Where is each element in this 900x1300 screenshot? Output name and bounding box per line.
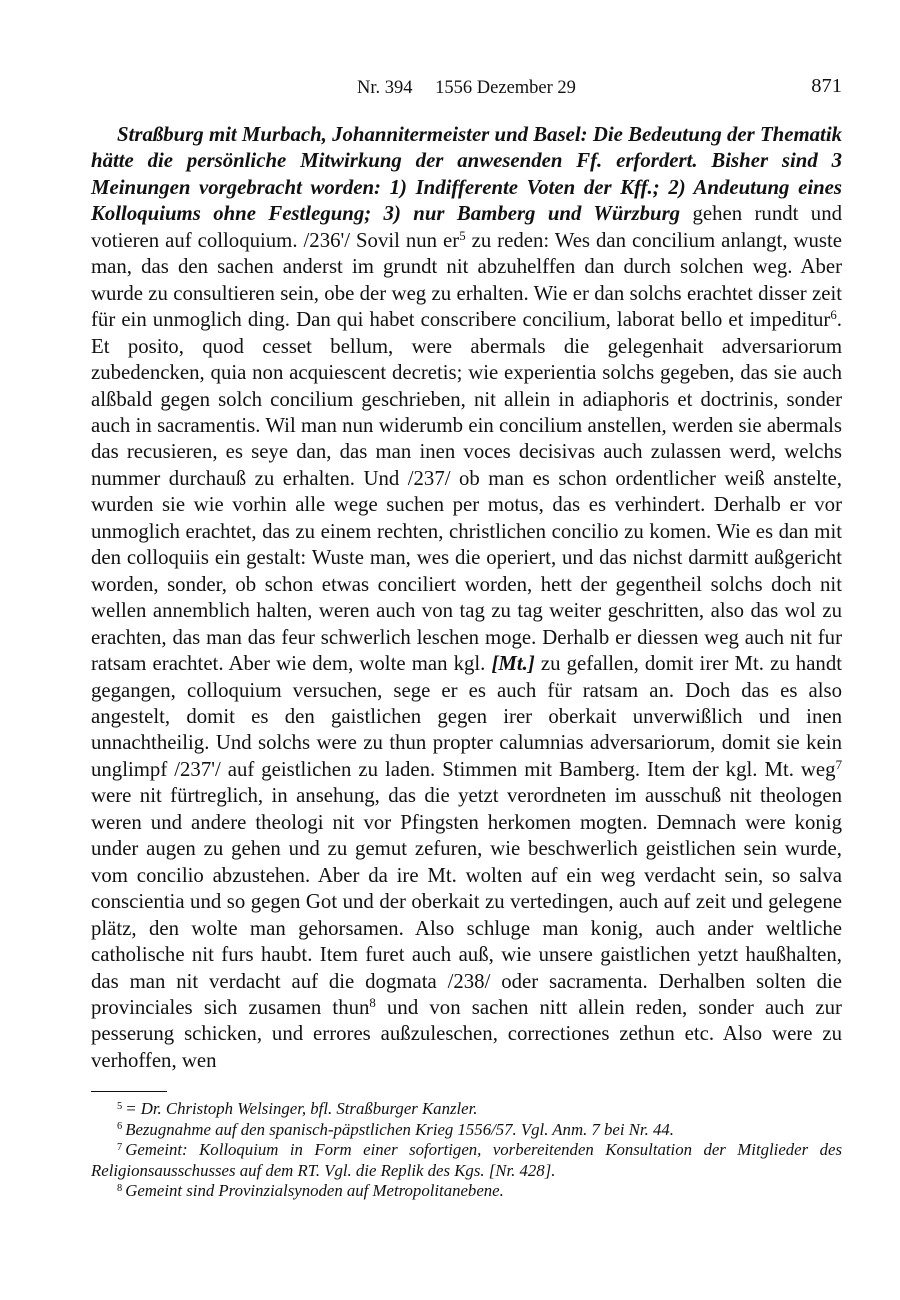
footnote-number: 5 xyxy=(117,1100,123,1112)
footnote-number: 6 xyxy=(117,1121,123,1133)
footnote-separator xyxy=(91,1091,167,1092)
text-segment-3: . Et posito, quod cesset bellum, were abermals die gelegenhait adversariorum zubedencken, quia non acquiescent decretis; wie experientia solchs gegeben, das sie auch alßbald gegen solch concilium geschrieben, nit allein in adiaphoris et doctrinis, sonder auch in sacramentis. Wil man nun widerumb ein concilium anstellen, werden sie abermals das recusieren, es seye dan, das man inen voces decisivas auch zulassen werd, welchs nummer durchauß zu erhalten. Und /237/ ob man es schon ordentlicher weiß anstelte, wurden sie wie vorhin alle wege suchen per motus, das es verhindert. Derhalb er vor unmoglich erachtet, das zu einem rechten, christlichen concilio zu komen. Wie es dan mit den colloquiis ein gestalt: Wuste man, wes die operiert, und das nichst darmitt außgericht worden, sonder, ob schon etwas conciliert worden, hett der gegentheil solchs doch nit wellen annemblich halten, weren auch von tag zu tag weiter geschritten, also das wol zu erachten, das man das feur schwerlich leschen moge. Derhalb er diessen weg auch nit fur ratsam erachtet. Aber wie dem, wolte man kgl. xyxy=(91,308,842,676)
footnote-5 xyxy=(91,1099,842,1120)
footnote-7 xyxy=(91,1140,842,1181)
footnote-ref-6: 6 xyxy=(830,308,837,323)
text-segment-4: zu gefallen, domit irer Mt. zu handt gegangen, colloquium versuchen, sege er es auch für ratsam an. Doch das es also angestelt, domit es den gaistlichen gegen irer oberkait unverwißlich und inen unnachtheilig. Und solchs were zu thun propter calumnias adversariorum, domit sie kein unglimpf /237'/ auf geistlichen zu laden. Stimmen mit Bamberg. Item der kgl. Mt. weg xyxy=(91,652,842,781)
footnote-8 xyxy=(91,1181,842,1202)
footnote-text: Gemeint sind Provinzialsynoden auf Metropolitanebene. xyxy=(125,1181,504,1201)
footnote-text: Bezugnahme auf den spanisch-päpstlichen Krieg 1556/57. Vgl. Anm. 7 bei Nr. 44. xyxy=(125,1119,674,1139)
footnote-ref-8: 8 xyxy=(369,995,376,1010)
document-date: 1556 Dezember 29 xyxy=(435,78,576,98)
running-head-center xyxy=(91,78,842,99)
page-number: 871 xyxy=(811,75,842,97)
footnote-text: = Dr. Christoph Welsinger, bfl. Straßburger Kanzler. xyxy=(125,1099,478,1119)
running-head xyxy=(91,75,842,108)
footnote-6 xyxy=(91,1120,842,1141)
text-segment-6: und von sachen nitt allein reden, sonder auch zur pesserung schicken, und errores außzuleschen, correctiones zethun etc. Also were zu verhoffen, wen xyxy=(91,995,842,1072)
text-segment-2: zu reden: Wes dan concilium anlangt, wuste man, das den sachen anderst im grundt nit abzuhelffen dan durch solchen weg. Aber wurde zu consultieren sein, obe der weg zu erhalten. Wie er dan solchs erachtet disser zeit für ein unmoglich ding. Dan qui habet conscribere concilium, laborat bello et impeditur xyxy=(91,228,842,332)
footnote-ref-5: 5 xyxy=(459,228,466,243)
footnote-text: Gemeint: Kolloquium in Form einer sofortigen, vorbereitenden Konsultation der Mitglieder des Religionsausschusses auf dem RT. Vgl. die Replik des Kgs. [Nr. 428]. xyxy=(91,1140,842,1180)
footnote-ref-7: 7 xyxy=(835,757,842,772)
summary-italic: Straßburg mit Murbach, Johannitermeister und Basel: Die Bedeutung der Thematik hätte die persönliche Mitwirkung der anwesenden Ff. erfordert. Bisher sind 3 Meinungen vorgebracht worden: 1) Indifferente Voten der Kff.; 2) Andeutung eines Kolloquiums ohne Festlegung; 3) nur Bamberg und Würzburg xyxy=(91,123,842,226)
document-number: Nr. 394 xyxy=(357,78,413,98)
text-segment-1: gehen rundt und votieren auf colloquium. /236'/ Sovil nun er xyxy=(91,202,842,252)
text-segment-5: were nit fürtreglich, in ansehung, das die yetzt verordneten im ausschuß nit theologen weren und andere theologi nit vor Pfingsten herkomen mogten. Demnach were konig under augen zu gehen und zu gemut zefuren, wie beschwerlich geistlichen sein wurde, vom concilio abzustehen. Aber da ire Mt. wolten auf ein weg verdacht sein, so salva conscientia und so gegen Got und der oberkait zu vertedingen, auch auf zeit und gelegene plätz, den wolte man gehorsamen. Also schluge man konig, auch ander weltliche catholische nit furs haubt. Item furet auch auß, wie unsere gaistlichen yetzt haußhalten, das man nit verdacht auf die dogmata /238/ oder sacramenta. Derhalben solten die provinciales sich zusamen thun xyxy=(91,784,842,1019)
main-paragraph xyxy=(91,122,842,1074)
footnote-number: 8 xyxy=(117,1182,123,1194)
editorial-insertion: [Mt.] xyxy=(491,652,535,676)
footnote-number: 7 xyxy=(117,1141,123,1153)
